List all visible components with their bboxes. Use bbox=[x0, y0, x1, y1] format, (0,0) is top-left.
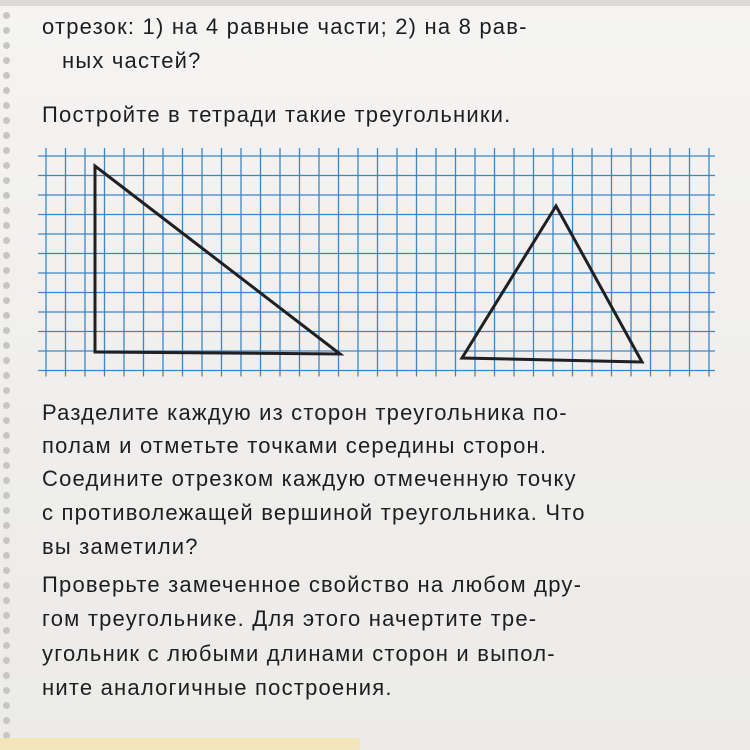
binding-dot bbox=[3, 597, 10, 604]
binding-dot bbox=[3, 672, 10, 679]
paragraph-2-line-2: гом треугольнике. Для этого начертите тре- bbox=[42, 606, 538, 631]
binding-dot bbox=[3, 507, 10, 514]
page-top-edge bbox=[0, 0, 750, 6]
paragraph-1-line-5: вы заметили? bbox=[42, 534, 199, 559]
binding-dot bbox=[3, 252, 10, 259]
binding-dot bbox=[3, 327, 10, 334]
binding-dot bbox=[3, 222, 10, 229]
binding-dot bbox=[3, 492, 10, 499]
bottom-strip bbox=[0, 738, 360, 750]
binding-dot bbox=[3, 72, 10, 79]
binding-dot bbox=[3, 687, 10, 694]
binding-dot bbox=[3, 462, 10, 469]
binding-dot bbox=[3, 537, 10, 544]
binding-dot bbox=[3, 477, 10, 484]
binding-dot bbox=[3, 447, 10, 454]
binding-dot bbox=[3, 552, 10, 559]
text-line-top: отрезок: 1) на 4 равные части; 2) на 8 рав- bbox=[42, 14, 528, 39]
binding-dot bbox=[3, 57, 10, 64]
instruction-heading: Постройте в тетради такие треугольники. bbox=[42, 102, 512, 127]
binding-dot bbox=[3, 627, 10, 634]
binding-dot bbox=[3, 717, 10, 724]
binding-dot bbox=[3, 42, 10, 49]
binding-dot bbox=[3, 27, 10, 34]
paragraph-1-line-1: Разделите каждую из сторон треугольника по- bbox=[42, 400, 568, 425]
binding-dot bbox=[3, 192, 10, 199]
binding-dots bbox=[0, 0, 16, 750]
binding-dot bbox=[3, 417, 10, 424]
binding-dot bbox=[3, 702, 10, 709]
binding-dot bbox=[3, 657, 10, 664]
grid-lines bbox=[38, 148, 715, 377]
binding-dot bbox=[3, 162, 10, 169]
isosceles-triangle bbox=[462, 206, 642, 362]
paragraph-2-line-1: Проверьте замеченное свойство на любом дру- bbox=[42, 572, 583, 597]
binding-dot bbox=[3, 87, 10, 94]
text-line-top-2: ных частей? bbox=[62, 48, 202, 73]
binding-dot bbox=[3, 102, 10, 109]
binding-dot bbox=[3, 282, 10, 289]
binding-dot bbox=[3, 432, 10, 439]
binding-dot bbox=[3, 522, 10, 529]
binding-dot bbox=[3, 387, 10, 394]
binding-dot bbox=[3, 642, 10, 649]
binding-dot bbox=[3, 612, 10, 619]
paragraph-2-line-4: ните аналогичные построения. bbox=[42, 675, 393, 700]
binding-dot bbox=[3, 117, 10, 124]
paragraph-1-line-2: полам и отметьте точками середины сторон. bbox=[42, 433, 548, 458]
paragraph-1-line-4: с противолежащей вершиной треугольника. Что bbox=[42, 500, 586, 525]
grid-figure bbox=[38, 148, 720, 386]
binding-dot bbox=[3, 12, 10, 19]
binding-dot bbox=[3, 177, 10, 184]
binding-dot bbox=[3, 567, 10, 574]
binding-dot bbox=[3, 297, 10, 304]
paragraph-2-line-3: угольник с любыми длинами сторон и выпол- bbox=[42, 641, 556, 666]
binding-dot bbox=[3, 132, 10, 139]
binding-dot bbox=[3, 147, 10, 154]
binding-dot bbox=[3, 357, 10, 364]
binding-dot bbox=[3, 237, 10, 244]
right-triangle bbox=[95, 166, 340, 354]
paragraph-1-line-3: Соедините отрезком каждую отмеченную точку bbox=[42, 466, 577, 491]
binding-dot bbox=[3, 372, 10, 379]
binding-dot bbox=[3, 312, 10, 319]
binding-dot bbox=[3, 342, 10, 349]
binding-dot bbox=[3, 207, 10, 214]
binding-dot bbox=[3, 582, 10, 589]
binding-dot bbox=[3, 267, 10, 274]
binding-dot bbox=[3, 402, 10, 409]
